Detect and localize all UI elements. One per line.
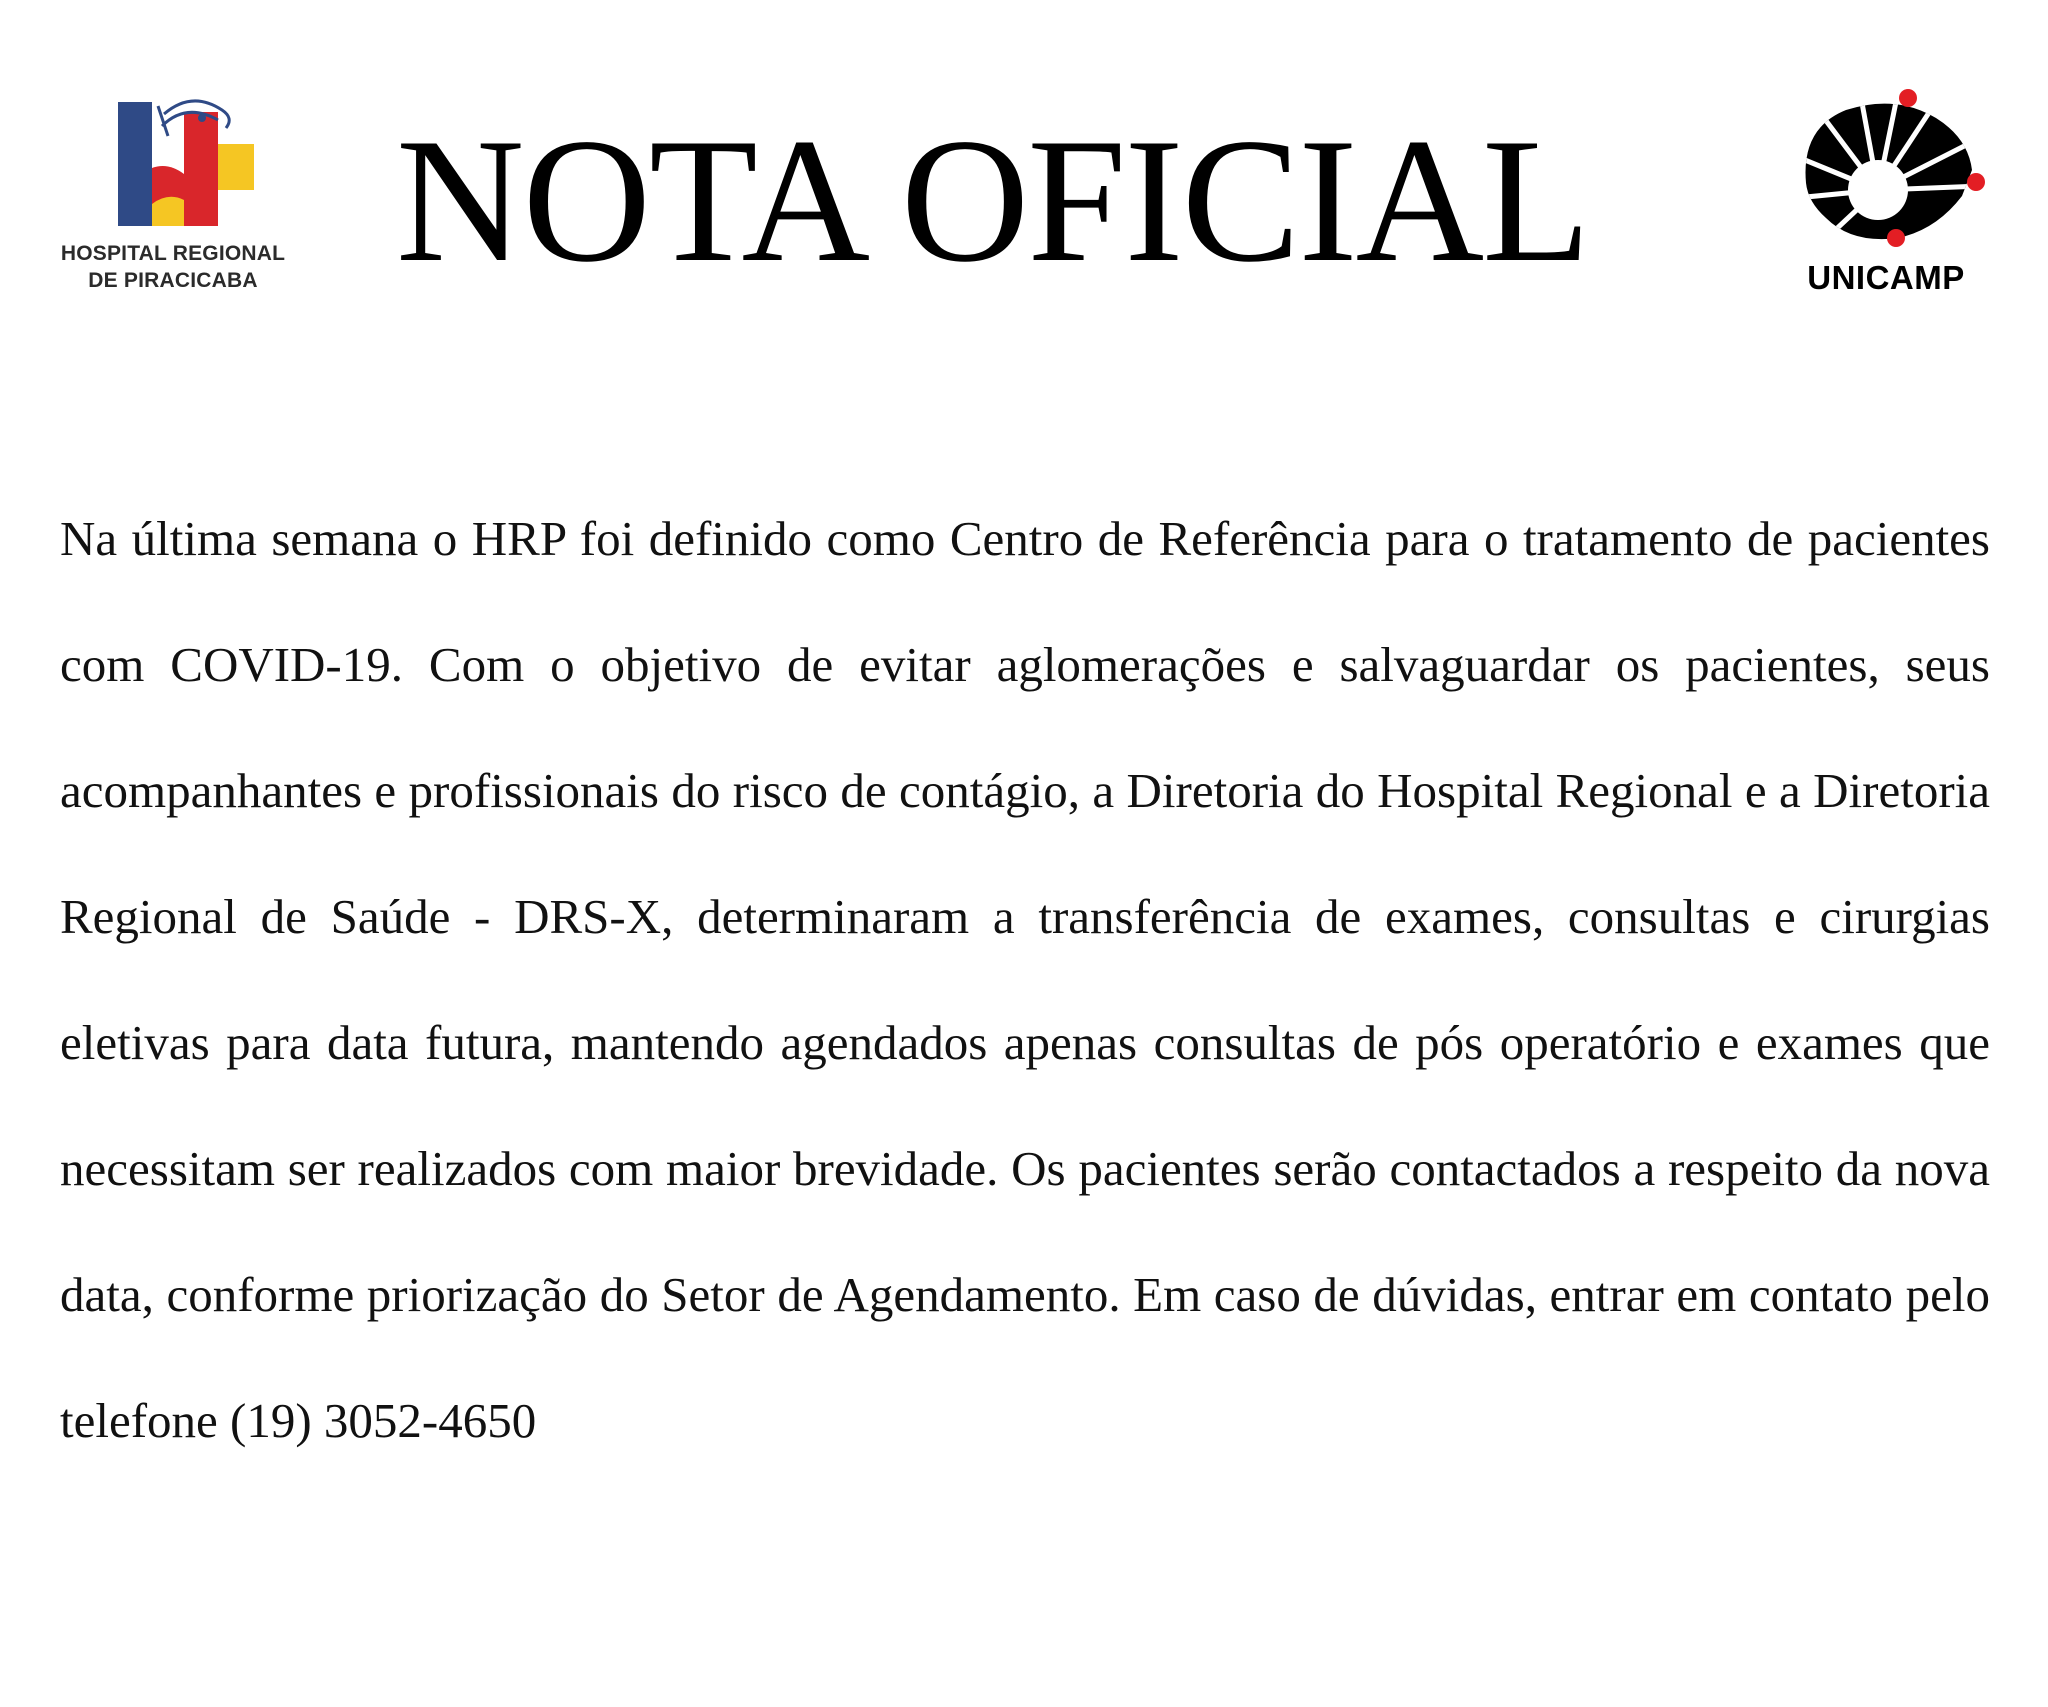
- hrp-emblem-icon: [114, 92, 274, 232]
- unicamp-logo: [1772, 88, 2000, 302]
- unicamp-emblem-icon: [1786, 88, 1986, 258]
- unicamp-logo-label: UNICAMP: [1807, 259, 1965, 296]
- hrp-logo-line2: DE PIRACICABA: [88, 269, 258, 292]
- hrp-logo-line1: HOSPITAL REGIONAL: [60, 242, 286, 265]
- page-title: NOTA OFICIAL: [396, 101, 1589, 299]
- hospital-regional-logo: [48, 92, 308, 302]
- notice-paragraph: Na última semana o HRP foi definido como Centro de Referência para o tratamento de pacientes com COVID-19. Com o objetivo de evitar aglomerações e salvaguardar os pacientes, seus acompanhantes e profissionais do risco de contágio, a Diretoria do Hospital Regional e a Diretoria Regional de Saúde - DRS-X, determinaram a transferência de exames, consultas e cirurgias eletivas para data futura, mantendo agendados apenas consultas de pós operatório e exames que necessitam ser realizados com maior brevidade. Os pacientes serão contactados a respeito da nova data, conforme priorização do Setor de Agendamento. Em caso de dúvidas, entrar em contato pelo telefone (19) 3052-4650: [60, 511, 1990, 1448]
